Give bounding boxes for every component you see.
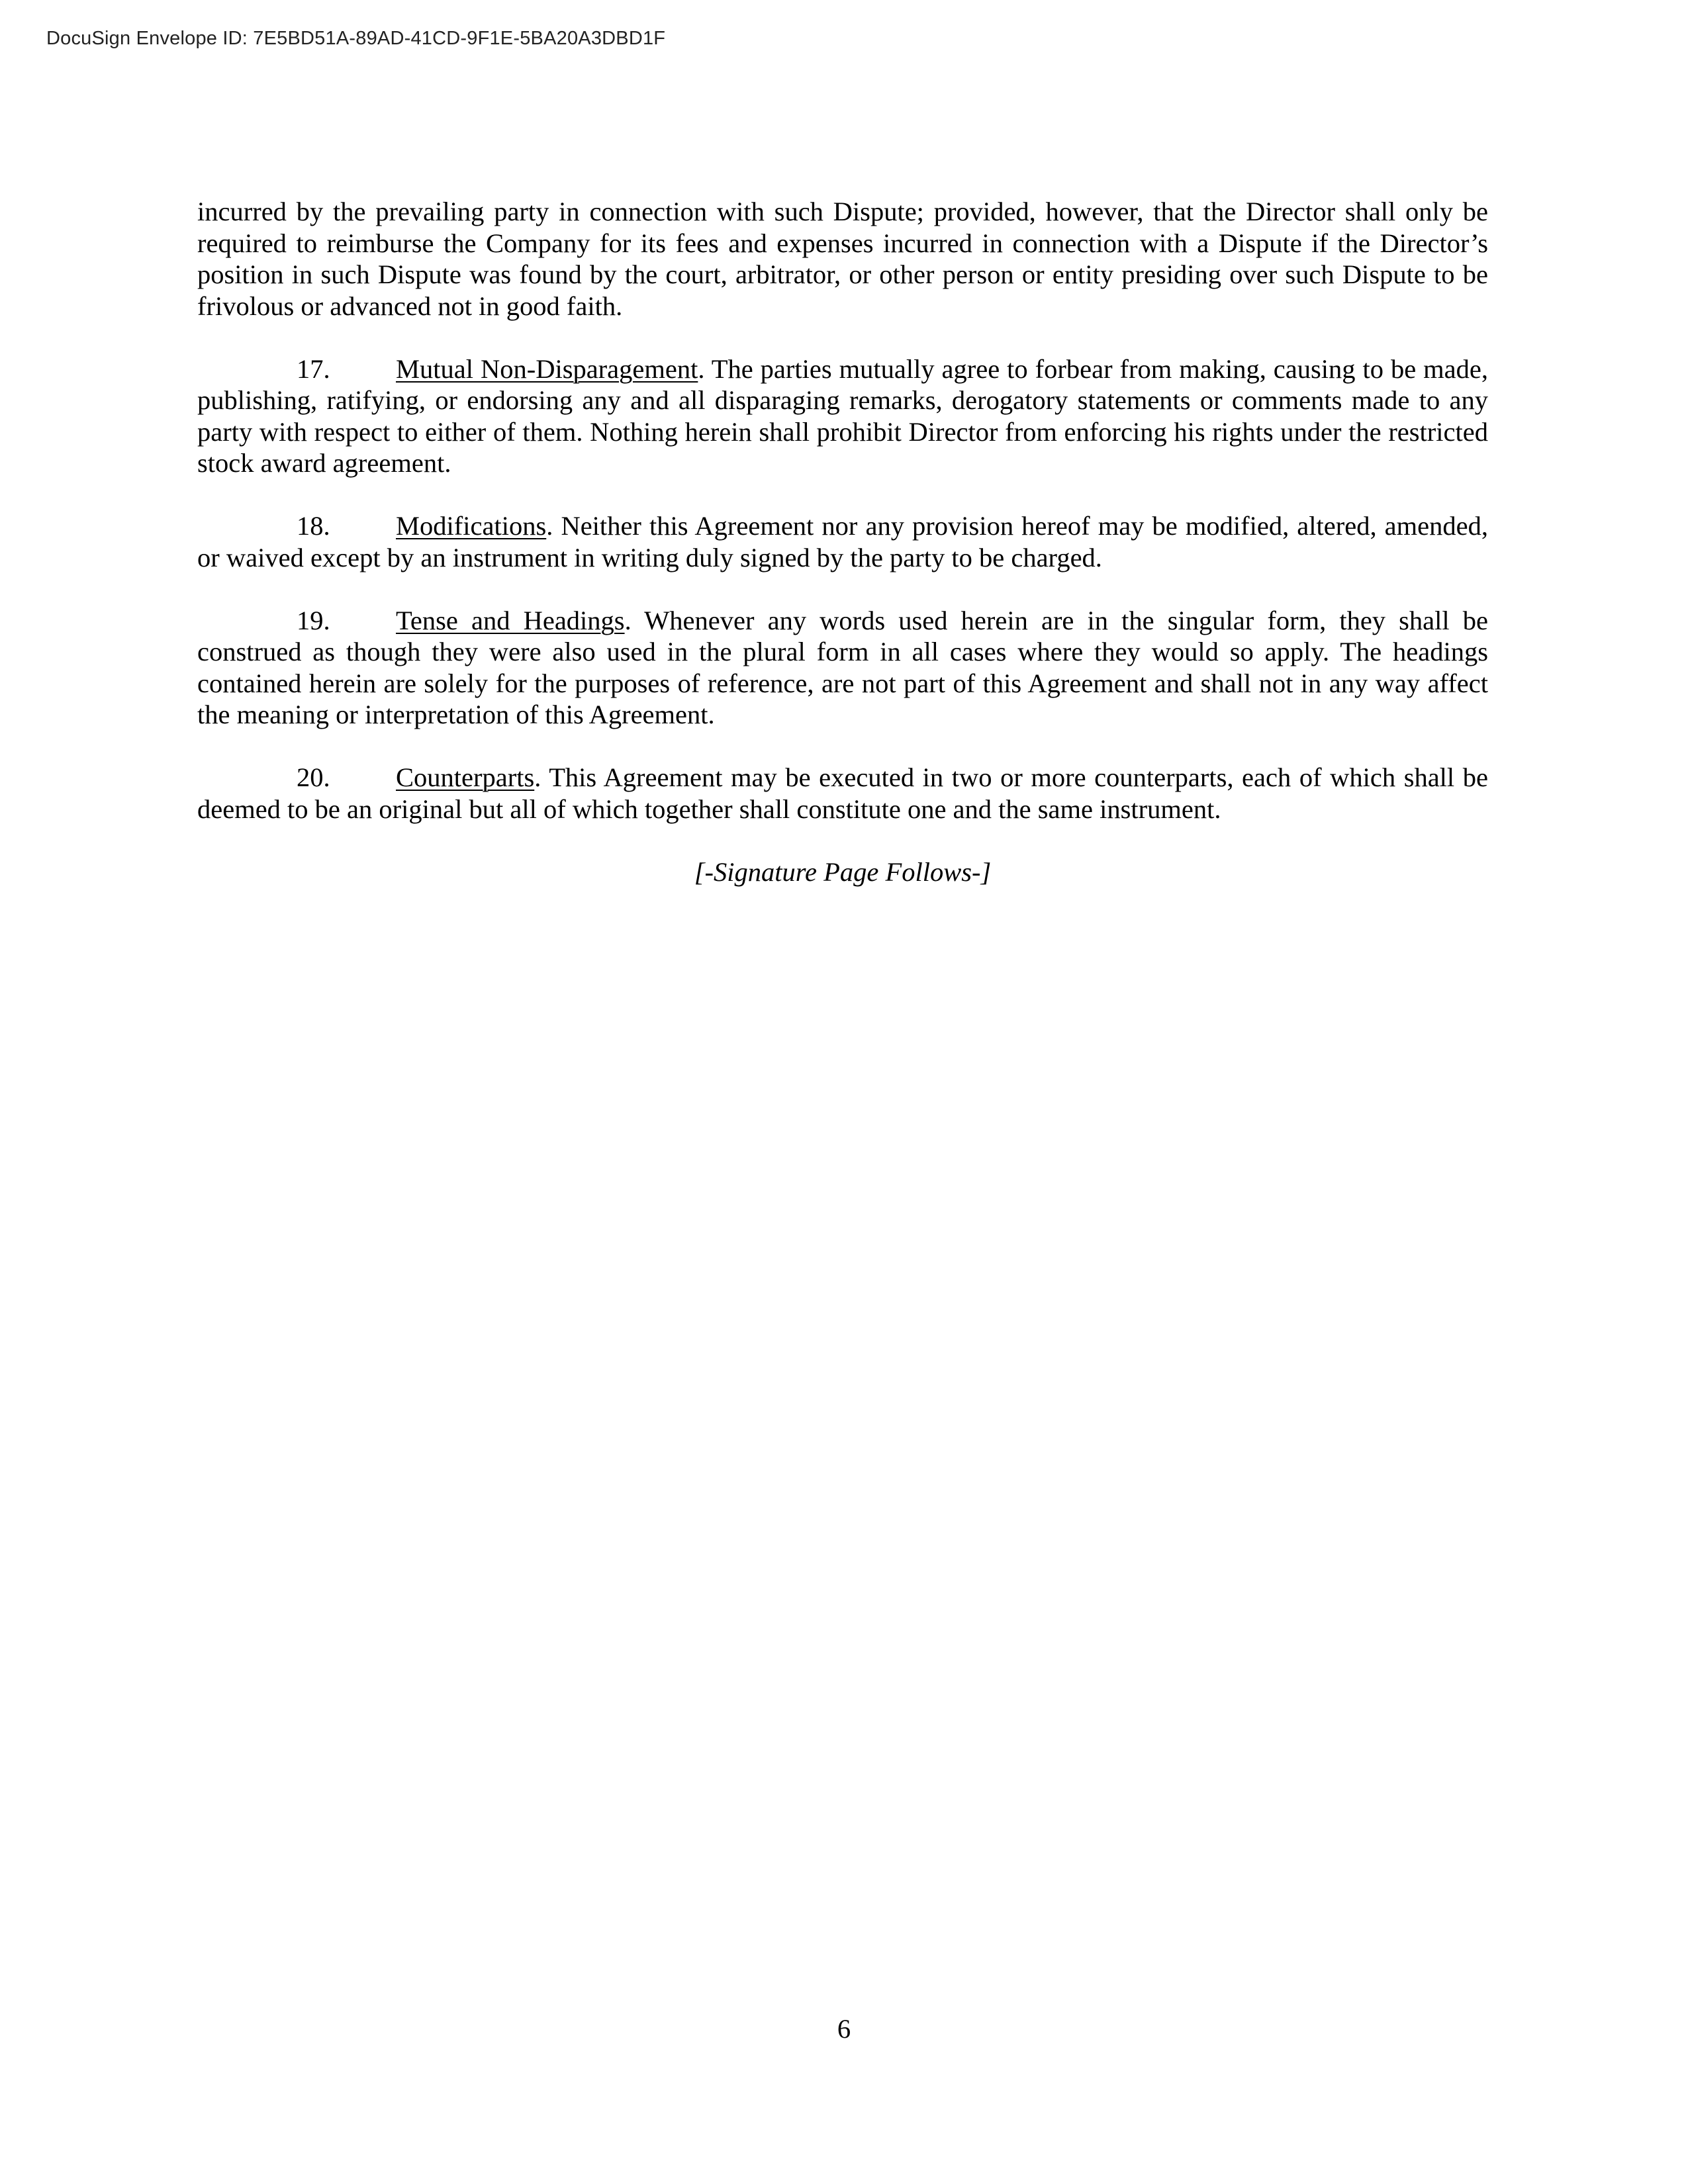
section-18 [197, 510, 1488, 573]
section-heading: Tense and Headings [396, 605, 625, 635]
section-heading: Modifications [396, 511, 547, 541]
document-body [197, 196, 1488, 887]
section-text: . The parties mutually agree to forbear from making, causing to be made, publishing, ratifying, or endorsing any and all disparaging remarks, derogatory statements or comments made to any party with respect to either of them. Nothing herein shall prohibit Director from enforcing his rights under the restricted stock award agreement. [197, 353, 1488, 478]
section-17 [197, 353, 1488, 479]
page-number: 6 [837, 2014, 851, 2044]
section-heading: Counterparts [396, 762, 535, 792]
section-19 [197, 605, 1488, 731]
section-text: . This Agreement may be executed in two or more counterparts, each of which shall be deemed to be an original but all of which together shall constitute one and the same instrument. [197, 762, 1488, 824]
section-text: . Whenever any words used herein are in the singular form, they shall be construed as though they were also used in the plural form in all cases where they would so apply. The headings contained herein are solely for the purposes of reference, are not part of this Agreement and shall not in any way affect the meaning or interpretation of this Agreement. [197, 605, 1489, 729]
section-heading: Mutual Non-Disparagement [396, 353, 698, 384]
section-number: 19. [297, 605, 330, 635]
section-number: 20. [297, 762, 330, 792]
section-text: . Neither this Agreement nor any provision hereof may be modified, altered, amended, or waived except by an instrument in writing duly signed by the party to be charged. [197, 511, 1488, 572]
continuation-paragraph: incurred by the prevailing party in connection with such Dispute; provided, however, that the Director shall only be required to reimburse the Company for its fees and expenses incurred in connection with a Dispute if the Director’s position in such Dispute was found by the court, arbitrator, or other person or entity presiding over such Dispute to be frivolous or advanced not in good faith. [197, 197, 1488, 321]
section-number: 18. [297, 511, 330, 541]
section-20 [197, 762, 1488, 825]
section-number: 17. [297, 353, 330, 384]
signature-page-follows-note: [-Signature Page Follows-] [694, 856, 992, 887]
docusign-envelope-id: DocuSign Envelope ID: 7E5BD51A-89AD-41CD-9F1E-5BA20A3DBD1F [46, 28, 666, 49]
